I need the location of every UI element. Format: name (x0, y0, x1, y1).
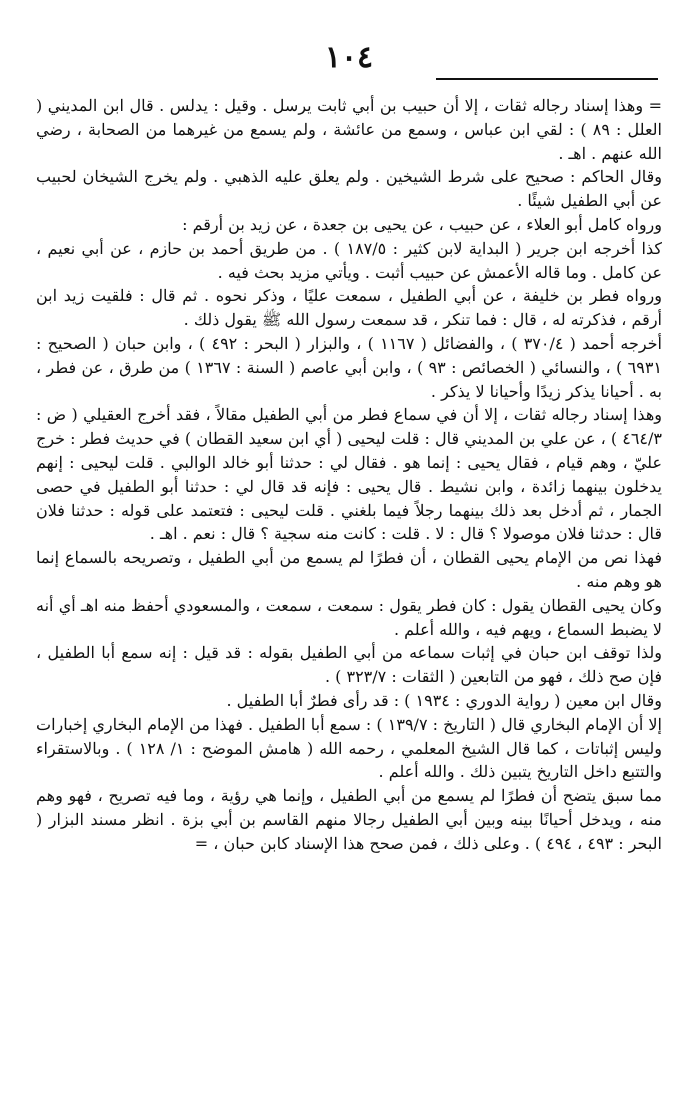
page-number: ١٠٤ (324, 40, 374, 75)
paragraph: كذا أخرجه ابن جرير ( البداية لابن كثير : ١٨٧/٥ ) . من طريق أحمد بن حازم ، عن أبي نعيم ، عن كامل . وما قاله الأعمش عن حبيب أثبت . ويأتي مزيد بحث فيه . (36, 238, 663, 282)
paragraph: وقال الحاكم : صحيح على شرط الشيخين . ولم يعلق عليه الذهبي . ولم يخرج الشيخان لحبيب عن أبي الطفيل شيئًا . (36, 167, 662, 211)
paragraph: ورواه فطر بن خليفة ، عن أبي الطفيل ، سمعت عليًا ، وذكر نحوه . ثم قال : فلقيت زيد ابن أرقم ، فذكرته له ، قال : فما تنكر ، قد سمعت رسول الله ﷺ يقول ذلك . (36, 286, 662, 330)
paragraph: وكان يحيى القطان يقول : كان فطر يقول : سمعت ، سمعت ، والمسعودي أحفظ منه اهـ أي أنه لا يضبط السماع ، ويهم فيه ، والله أعلم . (36, 595, 662, 639)
paragraph: = وهذا إسناد رجاله ثقات ، إلا أن حبيب بن أبي ثابت يرسل . وقيل : يدلس . قال ابن المديني ( العلل : ٨٩ ) : لقي ابن عباس ، وسمع من عائشة ، ولم يسمع من غيرهما من الصحابة ، رضي الله عنهم . اهـ . (36, 96, 663, 163)
paragraph: إلا أن الإمام البخاري قال ( التاريخ : ١٣٩/٧ ) : سمع أبا الطفيل . فهذا من الإمام البخاري إخبارات وليس إثباتات ، كما قال الشيخ المعلمي ، رحمه الله ( هامش الموضح : ١/ ١٢٨ ) . وبالاستقراء والتتبع داخل التاريخ يتبين ذلك . والله أعلم . (36, 714, 663, 782)
paragraph: مما سبق يتضح أن فطرًا لم يسمع من أبي الطفيل ، وإنما هي رؤية ، وما فيه تصريح ، فهو وهم منه ، ويدخل أحيانًا بينه وبين أبي الطفيل رجالا منهم القاسم بن أبي بزة . انظر مسند البزار ( البحر : ٤٩٣ ، ٤٩٤ ) . وعلى ذلك ، فمن صحح هذا الإسناد كابن حبان ، = (36, 786, 662, 853)
paragraph: فهذا نص من الإمام يحيى القطان ، أن فطرًا لم يسمع من أبي الطفيل ، وتصريحه بالسماع إنما هو وهم منه . (36, 548, 662, 591)
header-rule (436, 78, 658, 80)
paragraph: ولذا توقف ابن حبان في إثبات سماعه من أبي الطفيل بقوله : قد قيل : إنه سمع أبا الطفيل ، فإن صح ذلك ، فهو من التابعين ( الثقات : ٣٢٣/٧ ) . (36, 643, 662, 687)
paragraph: ورواه كامل أبو العلاء ، عن حبيب ، عن يحيى بن جعدة ، عن زيد بن أرقم : (182, 214, 662, 234)
paragraph: أخرجه أحمد ( ٣٧٠/٤ ) ، والفضائل ( ١١٦٧ ) ، والبزار ( البحر : ٤٩٢ ) ، وابن حبان ( الصحيح : ٦٩٣١ ) ، والنسائي ( الخصائص : ٩٣ ) ، وابن أبي عاصم ( السنة : ١٣٦٧ ) من طرق ، عن فطر ، به . أحيانا يذكر زيدًا وأحيانا لا يذكر . (36, 333, 662, 401)
paragraph: وقال ابن معين ( رواية الدوري : ١٩٣٤ ) : قد رأى فطرٌ أبا الطفيل . (226, 690, 662, 710)
paragraph: وهذا إسناد رجاله ثقات ، إلا أن في سماع فطر من أبي الطفيل مقالاً ، فقد أخرج العقيلي ( ض : ٤٦٤/٣ ) ، عن علي بن المديني قال : قلت ليحيى ( أي ابن سعيد القطان ) في حديث فطر : خرج عليّ ، وهم قيام ، فقال يحيى : إنما هو . فقال لي : حدثنا أبو خالد الوالبي . قلت ليحيى : إنهم يدخلون بينهما زائدة ، وابن نشيط . قال يحيى : فإنه قد قال لي : حدثنا أبو الطفيل في حصى الجمار ، ثم أدخل بعد ذلك بينهما رجلاً فيما بلغني . قلت ليحيى : فتعتمد على قوله : حدثنا فلان قال : حدثنا فلان موصولا ؟ قال : لا . قلت : كانت منه سجية ؟ قال : نعم . اهـ . (35, 405, 662, 544)
page-body (36, 94, 662, 856)
